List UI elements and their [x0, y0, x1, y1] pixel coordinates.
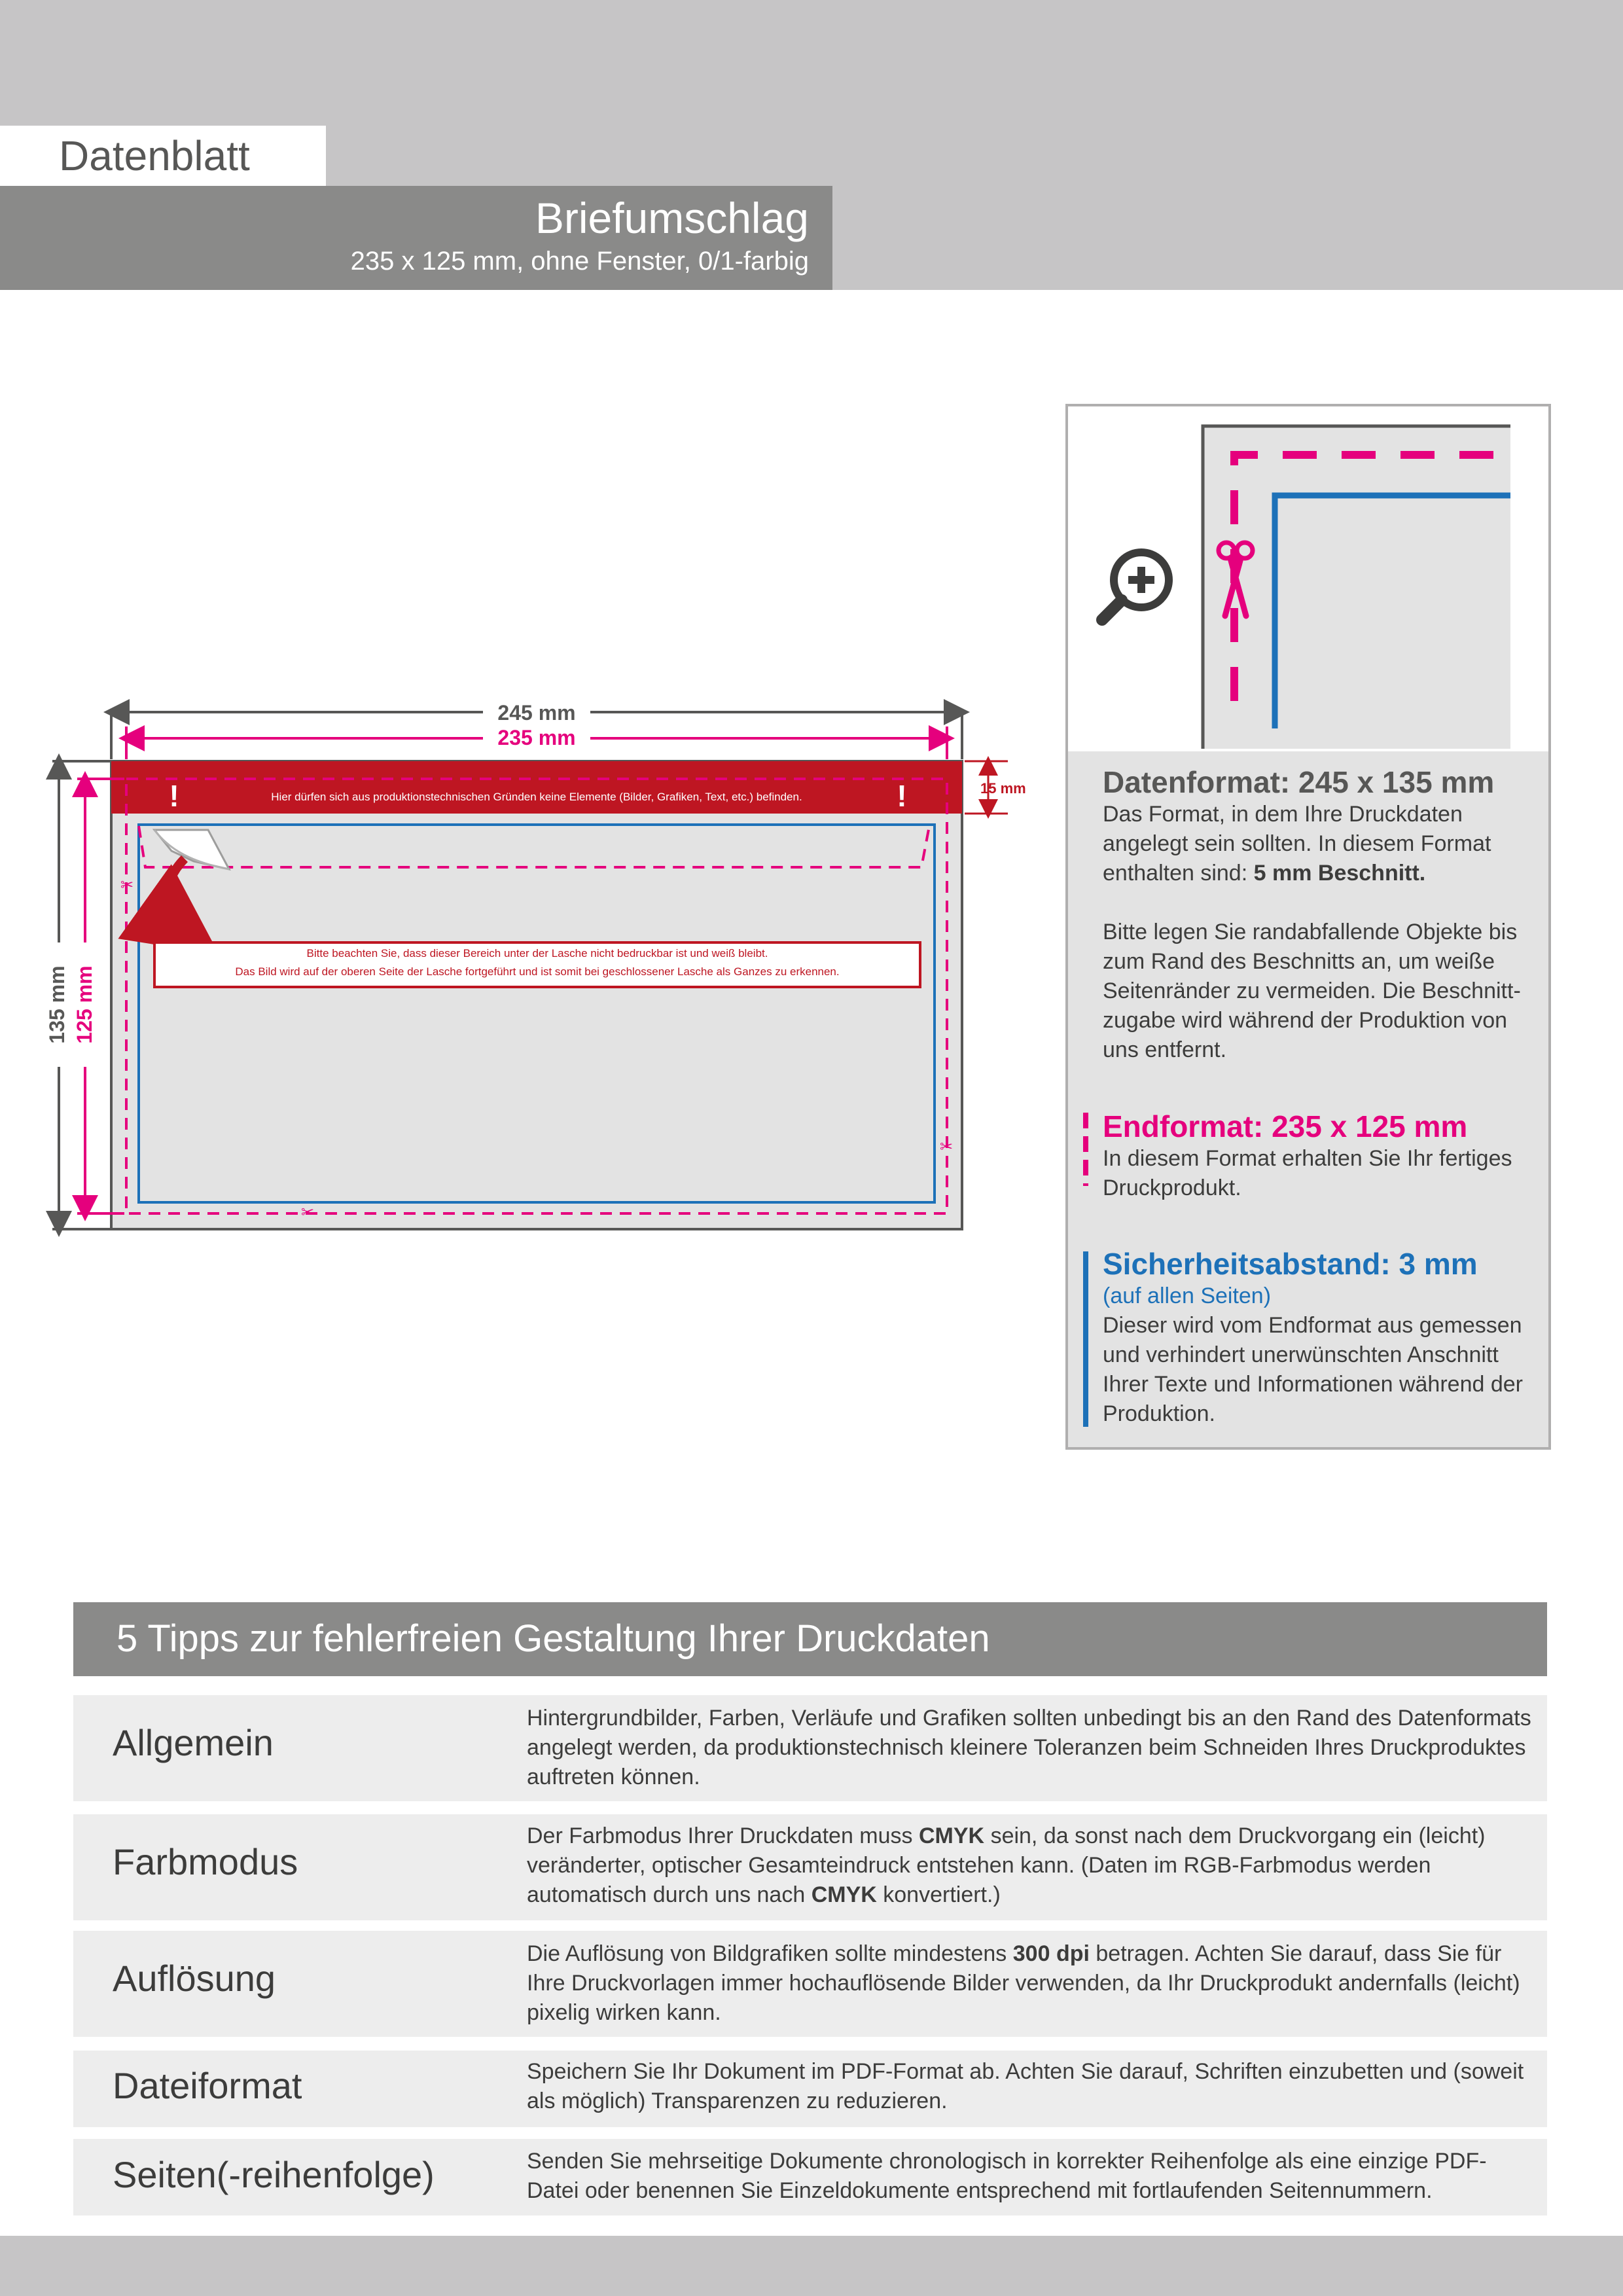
tip-label: Seiten(-reihenfolge): [113, 2154, 435, 2195]
bleed-text: Bitte legen Sie randabfallende Objekte bis zum Rand des Beschnitts an, um weiße Seitenränder zu vermeiden. Die Beschnitt-zugabe wird während der Produktion von uns entfernt.: [1103, 920, 1521, 1062]
zoom-in-icon: [1102, 552, 1169, 620]
envelope-diagram: [0, 668, 1060, 1257]
scissors-icon: ✂: [939, 1138, 954, 1156]
tip-text: Die Auflösung von Bildgrafiken sollte mindestens 300 dpi betragen. Achten Sie darauf, dass Sie für Ihre Druckvorlagen immer hochauflösende Bilder verwenden, da Ihr Druckprodukt andernfalls (leicht) pixelig wirken kann.: [527, 1941, 1520, 2025]
endformat-title: Endformat: 235 x 125 mm: [1103, 1109, 1468, 1143]
datenformat-text: Das Format, in dem Ihre Druckdaten angelegt sein sollten. In diesem Format enthalten sind: 5 mm Beschnitt.: [1103, 802, 1491, 886]
tip-text: Senden Sie mehrseitige Dokumente chronologisch in korrekter Reihenfolge als eine einzige PDF-Datei oder benennen Sie Einzeldokumente entsprechend mit fortlaufenden Seitennummern.: [527, 2149, 1487, 2203]
outer-height-label: 135 mm: [45, 965, 69, 1044]
sicherheit-marker: [1083, 1251, 1088, 1427]
datenformat-title: Datenformat: 245 x 135 mm: [1103, 765, 1495, 799]
tip-label: Auflösung: [113, 1958, 276, 1999]
warning-line-1: Bitte beachten Sie, dass dieser Bereich unter der Lasche nicht bedruckbar ist und weiß bleibt.: [306, 947, 768, 960]
flap-height-label: 15 mm: [980, 780, 1026, 797]
flap-notice: Hier dürfen sich aus produktionstechnischen Gründen keine Elemente (Bilder, Grafiken, Text, etc.) befinden.: [271, 791, 802, 803]
zoom-detail: [1068, 406, 1548, 750]
tip-label: Farbmodus: [113, 1841, 298, 1882]
tip-label: Allgemein: [113, 1722, 274, 1763]
doc-label: Datenblatt: [59, 132, 250, 179]
inner-width-label: 235 mm: [497, 726, 576, 749]
tip-label: Dateiformat: [113, 2065, 302, 2106]
flap-exclamation-left: !: [169, 779, 179, 813]
page-title: Briefumschlag: [535, 194, 809, 242]
warning-line-2: Das Bild wird auf der oberen Seite der Lasche fortgeführt und ist somit bei geschlossener Lasche als Ganzes zu erkennen.: [235, 965, 840, 978]
tip-text: Der Farbmodus Ihrer Druckdaten muss CMYK sein, da sonst nach dem Druckvorgang ein (leicht) veränderter, optischer Gesamteindruck entstehen kann. (Daten im RGB-Farbmodus werden automatisch durch uns nach CMYK konvertiert.): [527, 1823, 1486, 1907]
sicherheit-title: Sicherheitsabstand: 3 mm: [1103, 1247, 1478, 1281]
outer-width-label: 245 mm: [497, 701, 576, 725]
flap-exclamation-right: !: [897, 779, 907, 813]
endformat-marker: [1083, 1113, 1088, 1186]
tips-title: 5 Tipps zur fehlerfreien Gestaltung Ihrer Druckdaten: [116, 1617, 990, 1660]
data-format-area: [111, 761, 962, 1229]
page-subtitle: 235 x 125 mm, ohne Fenster, 0/1-farbig: [350, 247, 809, 276]
endformat-text: In diesem Format erhalten Sie Ihr fertiges Druckprodukt.: [1103, 1146, 1512, 1200]
footer-band: [0, 2236, 1623, 2296]
sicherheit-text: Dieser wird vom Endformat aus gemessen und verhindert unerwünschten Anschnitt Ihrer Texte und Informationen während der Produktion.: [1103, 1313, 1523, 1426]
scissors-icon: ✂: [120, 876, 134, 894]
scissors-icon: ✂: [300, 1204, 315, 1221]
tip-text: Hintergrundbilder, Farben, Verläufe und Grafiken sollten unbedingt bis an den Rand des Datenformats angelegt werden, da produktionstechnisch kleinere Toleranzen beim Schneiden Ihres Druckproduktes auftreten können.: [527, 1706, 1531, 1789]
tip-text: Speichern Sie Ihr Dokument im PDF-Format ab. Achten Sie darauf, Schriften einzubetten und (soweit als möglich) Transparenzen zu reduzieren.: [527, 2059, 1524, 2113]
inner-height-label: 125 mm: [73, 965, 96, 1044]
flap-band: [111, 761, 962, 814]
sicherheit-sub: (auf allen Seiten): [1103, 1283, 1272, 1308]
